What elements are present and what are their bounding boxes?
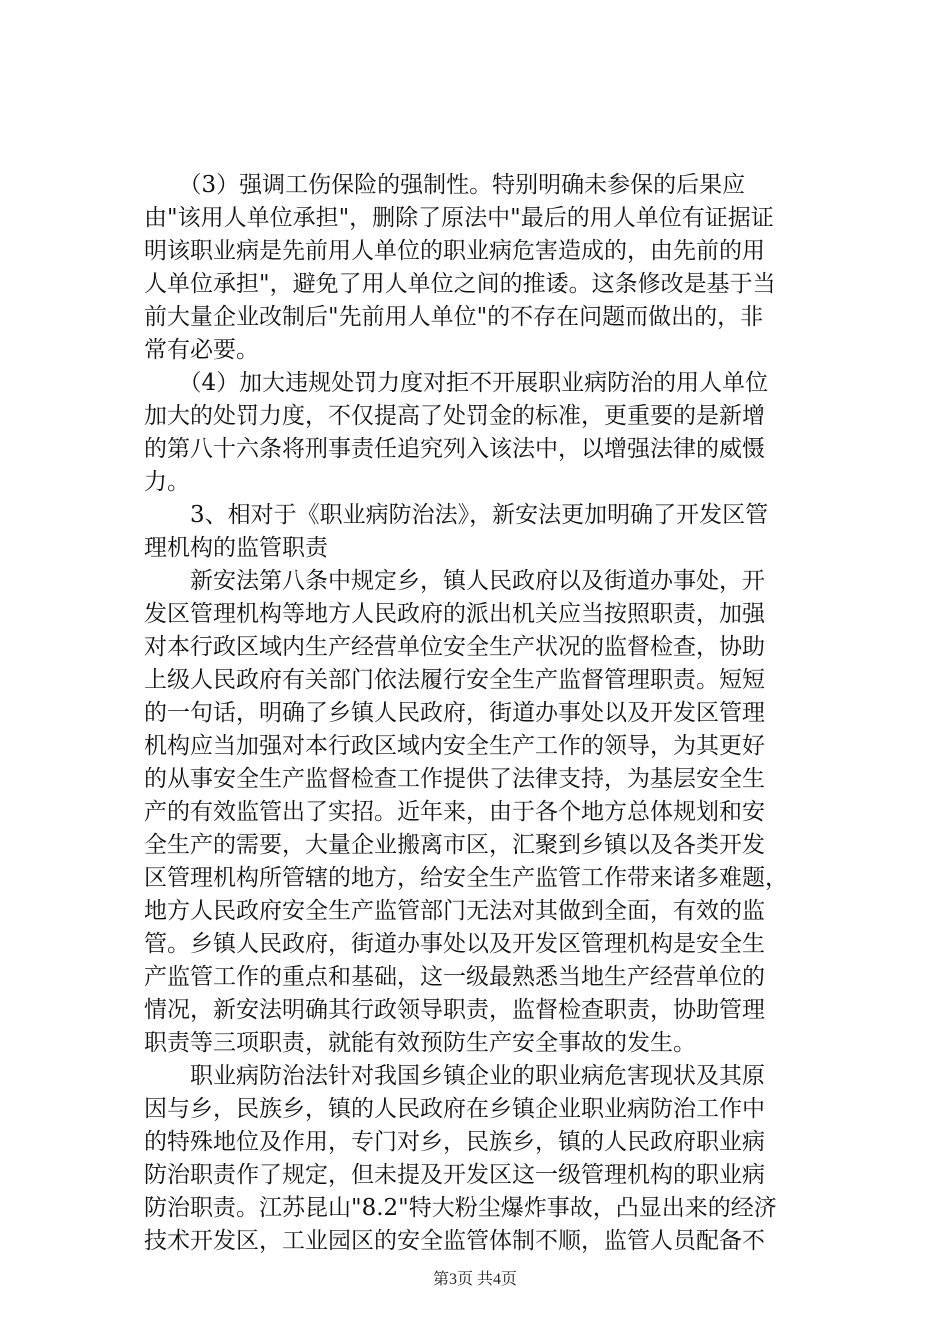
text-line: 前大量企业改制后"先前用人单位"的不存在问题而做出的，非 <box>144 304 764 330</box>
page-number-footer: 第3页 共4页 <box>432 1271 517 1288</box>
text-line: 技术开发区，工业园区的安全监管体制不顺，监管人员配备不 <box>144 1228 765 1254</box>
text-line: 明该职业病是先前用人单位的职业病危害造成的，由先前的用 <box>144 238 765 264</box>
text-line: 由"该用人单位承担"，删除了原法中"最后的用人单位有证据证 <box>144 205 774 231</box>
text-line: 区管理机构所管辖的地方，给安全生产监管工作带来诸多难题， <box>144 865 788 891</box>
text-line: 防治职责。江苏昆山"8.2"特大粉尘爆炸事故，凸显出来的经济 <box>144 1195 777 1221</box>
text-line: 管。乡镇人民政府，街道办事处以及开发区管理机构是安全生 <box>144 931 765 957</box>
text-line: 对本行政区域内生产经营单位安全生产状况的监督检查，协助 <box>144 634 765 660</box>
text-line: 发区管理机构等地方人民政府的派出机关应当按照职责，加强 <box>144 601 765 627</box>
text-line: （3）强调工伤保险的强制性。特别明确未参保的后果应 <box>144 172 746 198</box>
text-line: 的特殊地位及作用，专门对乡，民族乡，镇的人民政府职业病 <box>144 1129 765 1155</box>
text-line: 地方人民政府安全生产监管部门无法对其做到全面，有效的监 <box>144 898 765 924</box>
text-line: 情况，新安法明确其行政领导职责，监督检查职责，协助管理 <box>144 997 765 1023</box>
text-line: 加大的处罚力度，不仅提高了处罚金的标准，更重要的是新增 <box>144 403 765 429</box>
text-line: 全生产的需要，大量企业搬离市区，汇聚到乡镇以及各类开发 <box>144 832 765 858</box>
text-line: 新安法第八条中规定乡，镇人民政府以及街道办事处，开 <box>144 568 765 594</box>
text-line: 常有必要。 <box>144 337 259 363</box>
section-heading-line: 3、相对于《职业病防治法》，新安法更加明确了开发区管 <box>144 502 769 528</box>
text-line: 职责等三项职责，就能有效预防生产安全事故的发生。 <box>144 1030 696 1056</box>
text-line: 机构应当加强对本行政区域内安全生产工作的领导，为其更好 <box>144 733 765 759</box>
text-line: 的第八十六条将刑事责任追究列入该法中，以增强法律的威慑 <box>144 436 765 462</box>
section-heading-line: 理机构的监管职责 <box>144 535 328 561</box>
text-line: 的从事安全生产监督检查工作提供了法律支持，为基层安全生 <box>144 766 765 792</box>
text-line: 产监管工作的重点和基础，这一级最熟悉当地生产经营单位的 <box>144 964 765 990</box>
text-line: 因与乡，民族乡，镇的人民政府在乡镇企业职业病防治工作中 <box>144 1096 765 1122</box>
text-line: 力。 <box>144 469 190 495</box>
text-line: 上级人民政府有关部门依法履行安全生产监督管理职责。短短 <box>144 667 765 693</box>
text-line: 产的有效监管出了实招。近年来，由于各个地方总体规划和安 <box>144 799 765 825</box>
text-line: 职业病防治法针对我国乡镇企业的职业病危害现状及其原 <box>144 1063 765 1089</box>
text-line: （4）加大违规处罚力度对拒不开展职业病防治的用人单位 <box>144 370 769 396</box>
text-line: 的一句话，明确了乡镇人民政府，街道办事处以及开发区管理 <box>144 700 765 726</box>
text-line: 防治职责作了规定，但未提及开发区这一级管理机构的职业病 <box>144 1162 765 1188</box>
text-line: 人单位承担"，避免了用人单位之间的推诿。这条修改是基于当 <box>144 271 776 297</box>
